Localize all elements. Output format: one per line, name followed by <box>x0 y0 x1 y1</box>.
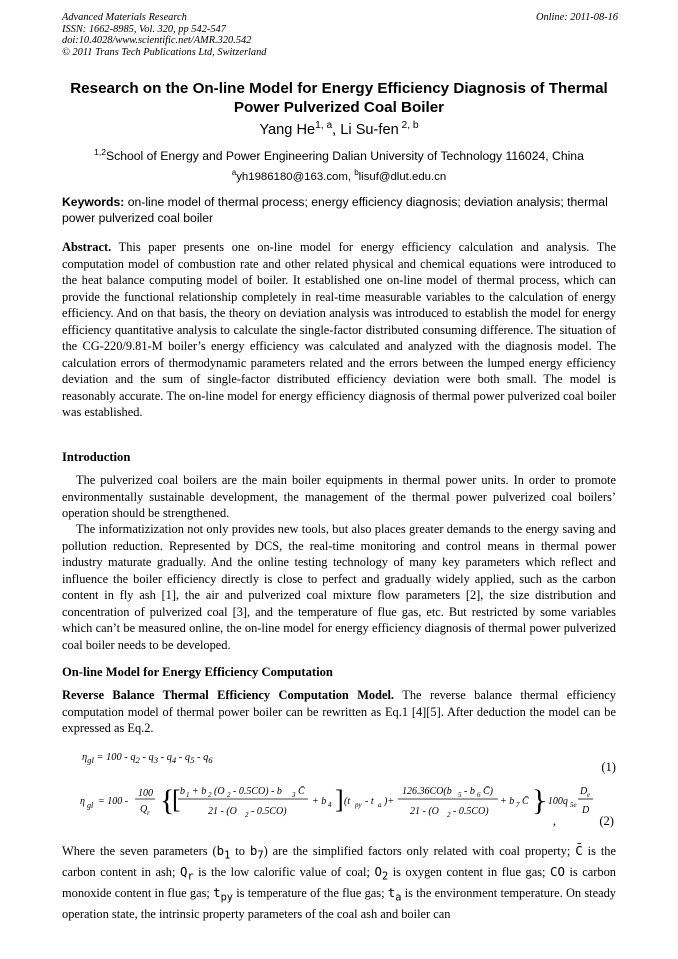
param-ta: t <box>387 884 396 900</box>
svg-text:21 - (O: 21 - (O <box>208 806 237 817</box>
svg-text:)+: )+ <box>384 796 395 807</box>
equation-1-number: (1) <box>601 760 616 774</box>
issn-line: ISSN: 1662-8985, Vol. 320, pp 542-547 <box>62 23 226 35</box>
email-b-superscript: b <box>354 168 359 178</box>
keywords-label: Keywords: <box>62 195 125 209</box>
svg-text:[: [ <box>172 785 181 814</box>
svg-text:py: py <box>355 801 362 809</box>
equation-2-number: (2) <box>599 814 614 828</box>
svg-text:2: 2 <box>447 811 451 819</box>
svg-text:5: 5 <box>458 791 462 799</box>
keywords-text: on-line model of thermal process; energy efficiency diagnosis; deviation analysis; thermal power pulverized coal boiler <box>62 195 608 225</box>
param-b7-subscript: 7 <box>257 849 264 862</box>
svg-text:5e: 5e <box>570 801 577 809</box>
svg-text:D: D <box>580 786 588 797</box>
svg-text:21 - (O: 21 - (O <box>410 806 439 817</box>
svg-text:+ b: + b <box>500 796 515 807</box>
author-2-superscript: 2, b <box>398 120 419 132</box>
subsection-label: Reverse Balance Thermal Efficiency Computation Model. <box>62 688 395 702</box>
introduction-paragraph-1: The pulverized coal boilers are the main boiler equipments in thermal power units. In order to promote environmentally sustainable development, the management of the thermal power pulverized coal boilers’ operation should be strengthened. <box>62 473 616 520</box>
param-tpy: t <box>213 884 221 900</box>
author-line <box>62 122 616 138</box>
where-text-1: Where the seven parameters ( <box>62 844 217 858</box>
abstract-label: Abstract. <box>62 240 112 254</box>
svg-text:100: 100 <box>138 788 153 799</box>
svg-text:e: e <box>587 791 591 799</box>
introduction-paragraph-2: The informatizization not only provides new tools, but also places greater demands to the energy saving and pollution reduction. Represented by DCS, the real-time monitoring and control means in thermal power industry maturate gradually. And the online testing technology of many key parameters which reflect and influence the boiler efficiency directly is close to perfect and gradually widely applied, such as the carbon content in fly ash [1], the air and pulverized coal mixture flow parameters [2], the size distribution and concentration of pulverized coal [3], and the temperature of flue gas, etc. But restricted by some variables which can’t be measured online, the on-line model for energy efficiency diagnosis of thermal power pulverized coal boiler needs to be developed. <box>62 522 616 652</box>
param-c: C̄ <box>575 843 583 858</box>
svg-text:Q: Q <box>140 804 148 815</box>
param-b1-subscript: 1 <box>224 849 231 862</box>
svg-text:D: D <box>582 805 590 816</box>
author-2: Li Su-fen <box>340 122 399 138</box>
svg-text:2: 2 <box>245 811 249 819</box>
svg-text:]: ] <box>335 785 344 814</box>
svg-text:3: 3 <box>292 791 296 799</box>
param-tpy-subscript: py <box>220 891 233 904</box>
svg-text:126.36CO(b: 126.36CO(b <box>402 786 452 797</box>
param-q-subscript: r <box>187 870 194 883</box>
param-b7: b <box>249 843 258 858</box>
svg-text:(O: (O <box>214 786 225 797</box>
journal-name: Advanced Materials Research <box>62 12 187 23</box>
svg-text:+ b: + b <box>312 796 327 807</box>
introduction-heading: Introduction <box>62 450 131 464</box>
author-separator: , <box>332 122 341 138</box>
svg-text:C̄: C̄ <box>522 796 529 807</box>
svg-text:b: b <box>180 786 185 797</box>
svg-text:C̄): C̄) <box>483 786 493 797</box>
svg-text:- b: - b <box>464 786 475 797</box>
svg-text:7: 7 <box>516 801 520 809</box>
where-text-9: is the environment temperature. On steady operation state, the intrinsic property parameters of the coal ash and boiler can <box>62 885 616 921</box>
subsection-text: The reverse balance thermal efficiency computation model of thermal power boiler can be rewritten as Eq.1 [4][5]. After deduction the model can be expressed as Eq.2. <box>62 688 616 735</box>
email-line <box>62 168 616 183</box>
equation-2-formula <box>80 774 600 834</box>
author-1: Yang He <box>259 122 316 138</box>
journal-header <box>62 12 618 58</box>
affiliation-superscript: 1,2 <box>94 146 106 157</box>
email-a-superscript: a <box>231 168 237 178</box>
paper-title: Research on the On-line Model for Energy Efficiency Diagnosis of Thermal Power Pulverized Coal Boiler <box>70 80 608 116</box>
abstract-text: This paper presents one on-line model for energy efficiency calculation and analysis. The computation model of combustion rate and other related physical and chemical equations were introduced to the heat balance computing model of boiler. It established one on-line model of thermal process, which can provide the functional relationship completely in real-time measurable variables to the calculation of energy efficiency. And on that basis, the theory on deviation analysis was introduced to establish the model for energy efficiency quantitative analysis to calculate the single-factor distributed consuming difference. The situation of the CG-220/9.81-M boiler’s energy efficiency was calculated and analyzed with the diagnosis model. The calculation errors of thermodynamic parameters related and the errors between the lumped energy efficiency deviation and the sum of single-factor distributed efficiency deviation were both small. The model is reasonably accurate. The on-line model for energy efficiency diagnosis of thermal power pulverized coal boiler was established. <box>62 240 616 419</box>
svg-text:C̄: C̄ <box>298 786 305 797</box>
svg-text:1: 1 <box>186 791 190 799</box>
affiliation-text: School of Energy and Power Engineering Dalian University of Technology 116024, China <box>106 149 584 163</box>
where-text-2: to <box>230 844 250 858</box>
svg-text:- 0.5CO): - 0.5CO) <box>251 806 287 817</box>
param-q: Q <box>179 863 188 879</box>
svg-text:= 100 -: = 100 - <box>98 796 129 807</box>
svg-text:r: r <box>147 809 150 817</box>
param-ta-subscript: a <box>395 891 402 904</box>
abstract <box>62 239 616 421</box>
equation-1-formula: $\eta_{gl} = 100 - q_2 - q_3 - q_4 - q_5 - q_6$ <box>82 752 213 766</box>
email-a: yh1986180@163.com, <box>236 171 355 183</box>
param-o-subscript: 2 <box>381 870 389 883</box>
section-paragraph <box>62 687 616 737</box>
svg-text:- 0.5CO) - b: - 0.5CO) - b <box>233 786 282 797</box>
where-text-5: is the low calorific value of coal; <box>193 864 375 879</box>
where-text-6: is oxygen content in flue gas; <box>388 864 551 879</box>
svg-text:η: η <box>80 796 85 807</box>
doi-line: doi:10.4028/www.scientific.net/AMR.320.542 <box>62 35 252 47</box>
where-text-7: is carbon monoxide content in flue gas; <box>62 864 616 900</box>
where-text-8: is temperature of the flue gas; <box>233 885 388 900</box>
svg-text:gl: gl <box>87 801 94 810</box>
where-text-4: is the carbon content in ash; <box>62 844 616 879</box>
keywords <box>62 194 616 226</box>
svg-text:(t: (t <box>344 796 351 807</box>
param-o: O <box>374 863 382 879</box>
where-paragraph <box>62 843 616 922</box>
online-date: Online: 2011-08-16 <box>535 12 618 23</box>
svg-text:}: } <box>532 784 547 817</box>
where-text-3: ) are the simplified factors only related with coal property; <box>263 844 576 858</box>
equation-2 <box>62 774 616 834</box>
author-1-superscript: 1, a <box>315 120 333 132</box>
svg-text:{: { <box>160 784 175 817</box>
copyright-line: © 2011 Trans Tech Publications Ltd, Switzerland <box>62 46 267 58</box>
email-b: lisuf@dlut.edu.cn <box>358 171 447 183</box>
svg-text:4: 4 <box>328 801 332 809</box>
svg-text:2: 2 <box>227 791 231 799</box>
svg-text:6: 6 <box>477 791 481 799</box>
svg-text:- t: - t <box>365 796 374 807</box>
svg-text:- 0.5CO): - 0.5CO) <box>453 806 489 817</box>
section-heading: On-line Model for Energy Efficiency Computation <box>62 665 333 679</box>
affiliation <box>62 146 616 163</box>
svg-text:+ b: + b <box>192 786 207 797</box>
param-co: CO <box>550 863 565 879</box>
equation-2-comma: , <box>552 814 556 828</box>
svg-text:a: a <box>378 801 382 809</box>
svg-text:2: 2 <box>208 791 212 799</box>
param-b1: b <box>216 843 225 858</box>
svg-text:- 100q: - 100q <box>542 796 568 807</box>
